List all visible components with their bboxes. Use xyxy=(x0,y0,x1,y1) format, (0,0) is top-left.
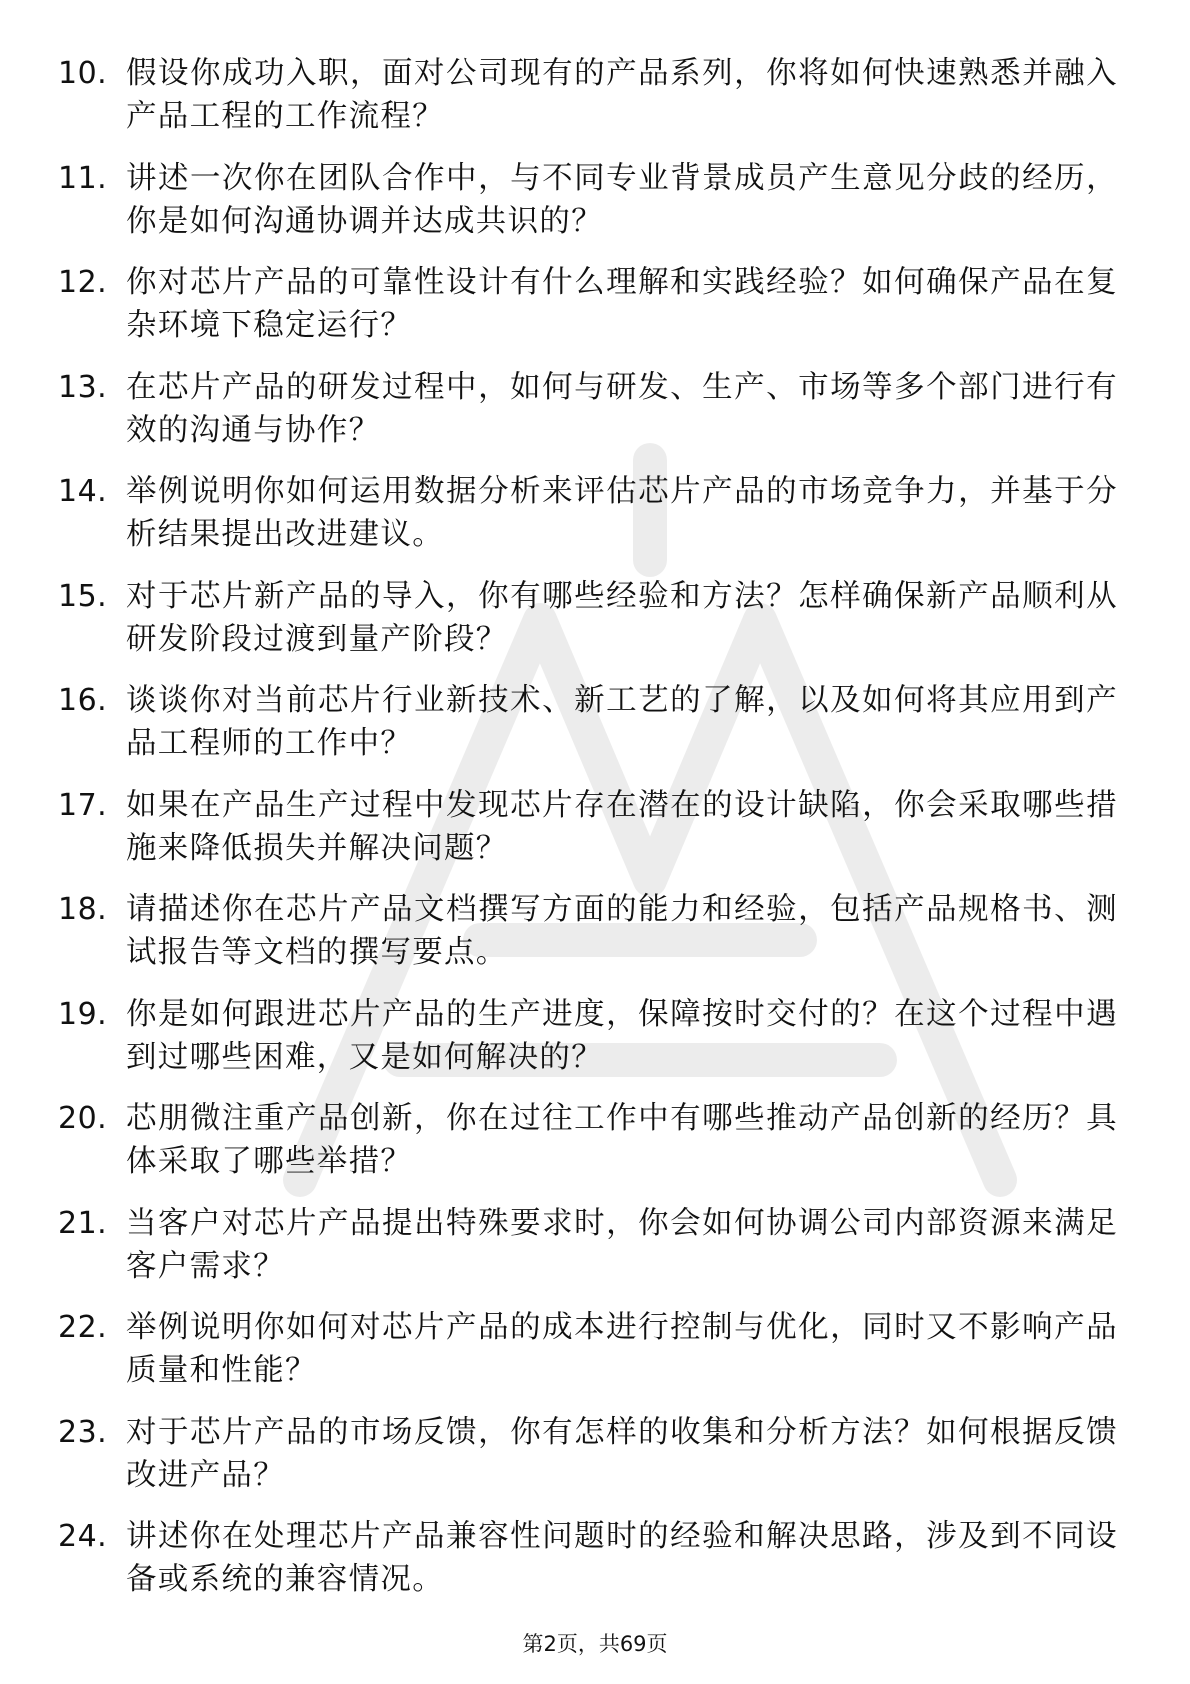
question-text: 讲述你在处理芯片产品兼容性问题时的经验和解决思路，涉及到不同设备或系统的兼容情况。 xyxy=(126,1519,1118,1597)
question-item xyxy=(58,470,1118,556)
question-text: 谈谈你对当前芯片行业新技术、新工艺的了解，以及如何将其应用到产品工程师的工作中？ xyxy=(126,683,1118,761)
question-item xyxy=(58,157,1118,243)
question-item xyxy=(58,1097,1118,1183)
question-number: 22. xyxy=(58,1310,108,1345)
question-number: 12. xyxy=(58,265,108,300)
question-number: 18. xyxy=(58,892,108,927)
question-number: 20. xyxy=(58,1101,108,1136)
question-item xyxy=(58,52,1118,138)
question-item xyxy=(58,1411,1118,1497)
question-number: 21. xyxy=(58,1205,108,1241)
question-text: 对于芯片产品的市场反馈，你有怎样的收集和分析方法？如何根据反馈改进产品？ xyxy=(126,1414,1118,1493)
question-item xyxy=(58,1515,1118,1601)
question-text: 对于芯片新产品的导入，你有哪些经验和方法？怎样确保新产品顺利从研发阶段过渡到量产阶段？ xyxy=(126,578,1118,657)
question-text: 如果在产品生产过程中发现芯片存在潜在的设计缺陷，你会采取哪些措施来降低损失并解决问题？ xyxy=(126,787,1118,866)
question-text: 在芯片产品的研发过程中，如何与研发、生产、市场等多个部门进行有效的沟通与协作？ xyxy=(126,369,1118,448)
question-number: 11. xyxy=(58,160,108,196)
question-item xyxy=(58,888,1118,974)
page-footer: 第2页，共69页 xyxy=(522,1632,668,1656)
question-list xyxy=(58,52,1118,1620)
question-text: 芯朋微注重产品创新，你在过往工作中有哪些推动产品创新的经历？具体采取了哪些举措？ xyxy=(126,1101,1118,1179)
question-number: 19. xyxy=(58,996,108,1032)
question-text: 当客户对芯片产品提出特殊要求时，你会如何协调公司内部资源来满足客户需求？ xyxy=(126,1205,1118,1284)
question-number: 14. xyxy=(58,474,108,509)
question-text: 你对芯片产品的可靠性设计有什么理解和实践经验？如何确保产品在复杂环境下稳定运行？ xyxy=(126,265,1118,343)
question-number: 17. xyxy=(58,787,108,823)
question-item xyxy=(58,261,1118,347)
question-item xyxy=(58,993,1118,1079)
question-item xyxy=(58,1306,1118,1392)
question-text: 举例说明你如何运用数据分析来评估芯片产品的市场竞争力，并基于分析结果提出改进建议。 xyxy=(126,474,1118,552)
question-number: 13. xyxy=(58,369,108,405)
question-number: 24. xyxy=(58,1519,108,1554)
question-number: 15. xyxy=(58,578,108,614)
question-text: 请描述你在芯片产品文档撰写方面的能力和经验，包括产品规格书、测试报告等文档的撰写要点。 xyxy=(126,892,1118,970)
question-item xyxy=(58,366,1118,452)
question-text: 假设你成功入职，面对公司现有的产品系列，你将如何快速熟悉并融入产品工程的工作流程？ xyxy=(126,56,1118,134)
question-number: 16. xyxy=(58,683,108,718)
question-number: 23. xyxy=(58,1414,108,1450)
question-text: 讲述一次你在团队合作中，与不同专业背景成员产生意见分歧的经历，你是如何沟通协调并达成共识的？ xyxy=(126,160,1118,239)
question-text: 举例说明你如何对芯片产品的成本进行控制与优化，同时又不影响产品质量和性能？ xyxy=(126,1310,1118,1388)
question-item xyxy=(58,784,1118,870)
question-item xyxy=(58,1202,1118,1288)
question-item xyxy=(58,679,1118,765)
question-item xyxy=(58,575,1118,661)
question-number: 10. xyxy=(58,56,108,91)
question-text: 你是如何跟进芯片产品的生产进度，保障按时交付的？在这个过程中遇到过哪些困难，又是如何解决的？ xyxy=(126,996,1118,1075)
